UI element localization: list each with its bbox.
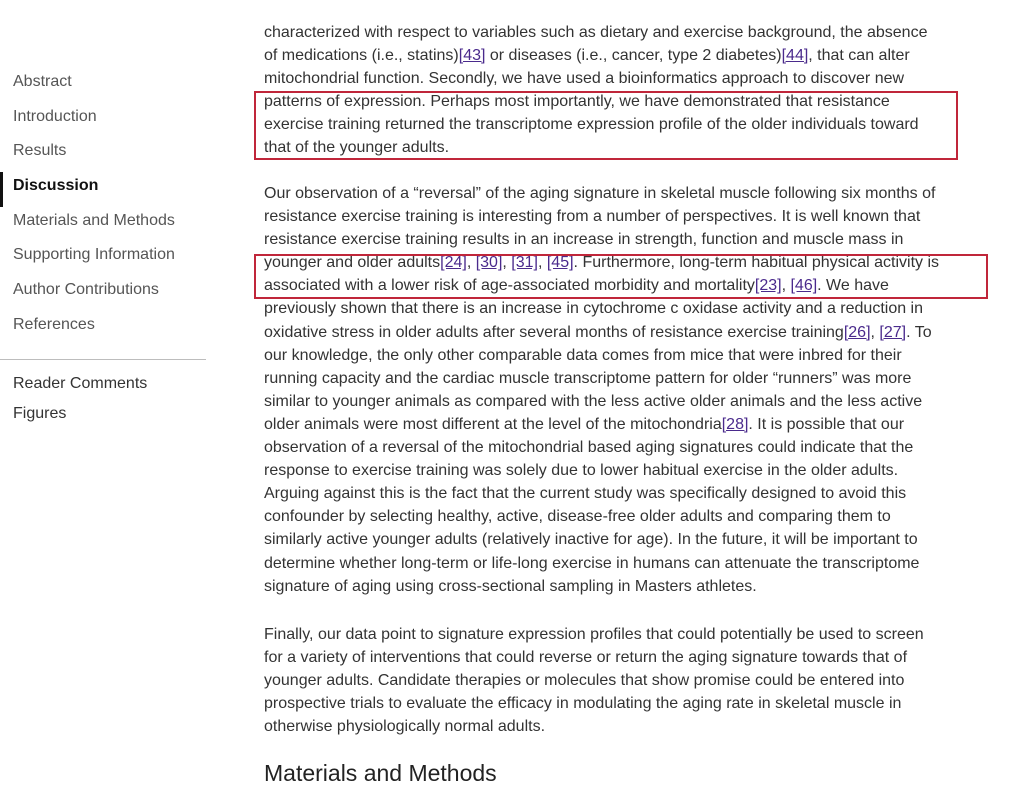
- nav-item-discussion[interactable]: Discussion: [0, 172, 206, 207]
- discussion-paragraph-3: Finally, our data point to signature expression profiles that could potentially be used to screen for a variety of interventions that could reverse or return the aging signature towards that of younger adults. Candidate therapies or molecules that show promise could be entered into prospective trials to evaluate the efficacy in modulating the aging rate in skeletal muscle in otherwise physiologically normal adults.: [264, 626, 924, 736]
- article-sidebar-nav: [0, 0, 210, 805]
- highlighted-text-line: exercise training returned the transcriptome expression profile of the older individuals toward: [264, 116, 919, 134]
- citation-link-45[interactable]: [45]: [546, 254, 574, 272]
- highlighted-text-line: younger and older adults[24], [30], [31], [45]. Furthermore, long-term habitual physical activity is: [264, 254, 940, 272]
- article-body: [264, 0, 1004, 805]
- nav-item-references[interactable]: References: [13, 315, 95, 333]
- nav-item-introduction[interactable]: Introduction: [13, 107, 97, 125]
- discussion-paragraph-2: Our observation of a “reversal” of the aging signature in skeletal muscle following six months of resistance exercise training is interesting from a number of perspectives. It is well known that resistance exercise training results in an increase in strength, function and muscle mass in younger and older adults[24], [30], [31], [45]. Furthermore, long-term habitual physical activity is associated with a lower risk of age-associated morbidity and mortality[23], [46]. We have previously shown that there is an increase in cytochrome c oxidase activity and a reduction in oxidative stress in older adults after several months of resistance exercise training[26], [27]. To our knowledge, the only other comparable data comes from mice that were inbred for their running capacity and the cardiac muscle transcriptome pattern for older “runners” was more similar to younger animals as compared with the less active older animals and the less active older animals were most different at the level of the mitochondria[28]. It is possible that our observation of a reversal of the mitochondrial based aging signatures could indicate that the response to exercise training was solely due to lower habitual exercise in the older adults. Arguing against this is the fact that the current study was specifically designed to avoid this confounder by selecting healthy, active, disease-free older adults and comparing them to similarly active younger adults (relatively inactive for age). In the future, it will be important to determine whether long-term or life-long exercise in humans can attenuate the transcriptome signature of aging using cross-sectional sampling in Masters athletes.: [264, 182, 994, 598]
- nav-item-abstract[interactable]: Abstract: [13, 73, 72, 90]
- nav-item-figures[interactable]: Figures: [13, 405, 67, 422]
- highlighted-text-line: that of the younger adults.: [264, 139, 450, 157]
- citation-link-31[interactable]: [31]: [511, 254, 538, 272]
- citation-link-26[interactable]: [26]: [843, 323, 871, 341]
- highlighted-text-line: patterns of expression. Perhaps most importantly, we have demonstrated that resistance: [264, 93, 890, 111]
- citation-link-46[interactable]: [46]: [790, 277, 818, 295]
- citation-link-24[interactable]: [24]: [440, 254, 467, 272]
- sidebar-divider: [0, 359, 206, 360]
- nav-item-supporting-information[interactable]: Supporting Information: [13, 246, 175, 264]
- citation-link-44[interactable]: [44]: [781, 47, 809, 65]
- nav-item-results[interactable]: Results: [13, 142, 67, 160]
- discussion-paragraph-1: characterized with respect to variables such as dietary and exercise background, the absence of medications (i.e., statins)[43] or diseases (i.e., cancer, type 2 diabetes)[44], that can alter mitochondrial function. Secondly, we have used a bioinformatics approach to discover new patterns of expression. Perhaps most importantly, we have demonstrated that resistance exercise training returned the transcriptome expression profile of the older individuals toward that of the younger adults.: [264, 21, 994, 160]
- citation-link-27[interactable]: [27]: [879, 323, 907, 341]
- citation-link-30[interactable]: [30]: [475, 254, 503, 272]
- citation-link-43[interactable]: [43]: [458, 47, 486, 65]
- secondary-nav-list: [0, 370, 206, 430]
- nav-item-materials-and-methods[interactable]: Materials and Methods: [13, 211, 175, 229]
- section-heading-materials-and-methods: Materials and Methods: [264, 760, 497, 786]
- nav-item-author-contributions[interactable]: Author Contributions: [13, 281, 159, 299]
- citation-link-28[interactable]: [28]: [721, 415, 749, 433]
- highlighted-text-line: associated with a lower risk of age-associated morbidity and mortality[23], [46]. We have: [264, 277, 889, 295]
- citation-link-23[interactable]: [23]: [754, 277, 782, 295]
- section-nav-list: [0, 68, 206, 346]
- nav-item-reader-comments[interactable]: Reader Comments: [13, 375, 148, 392]
